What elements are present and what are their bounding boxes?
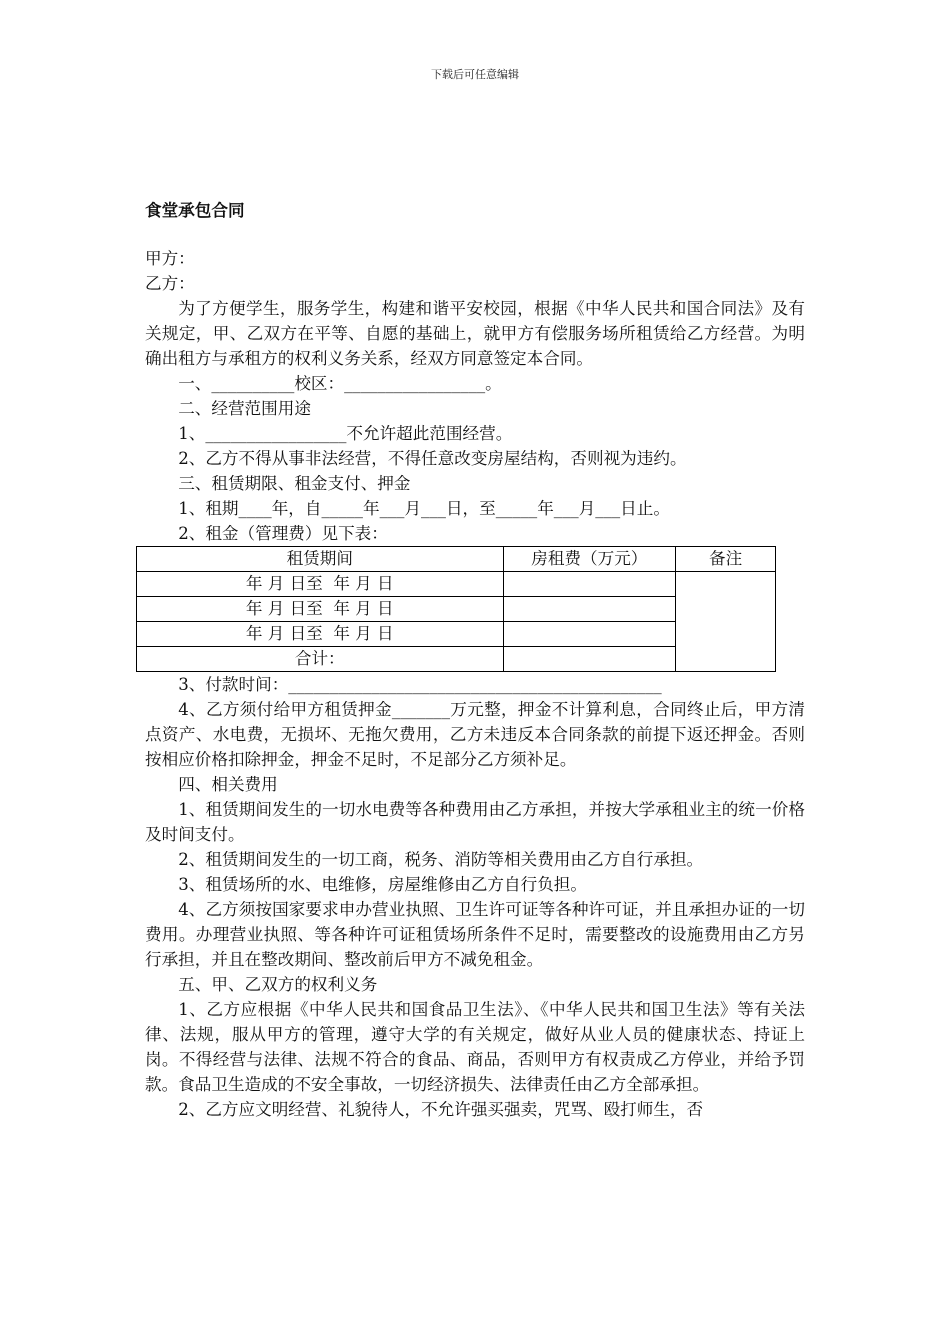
section-3-item-2: 2、租金（管理费）见下表： [178,524,388,543]
section-4-item-4: 4、乙方须按国家要求申办营业执照、卫生许可证等各种许可证，并且承担办证的一切费用。办理营业执照、等各种许可证租赁场所条件不足时，需要整改的设施费用由乙方另行承担，并且在整改期间、整改前后甲方不减免租金。 [145,900,805,969]
table-header-remarks: 备注 [676,547,776,572]
section-5-item-1: 1、乙方应根据《中华人民共和国食品卫生法》、《中华人民共和国卫生法》等有关法律、法规，服从甲方的管理，遵守大学的有关规定，做好从业人员的健康状态、持证上岗。不得经营与法律、法规不符合的食品、商品，否则甲方有权责成乙方停业，并给予罚款。食品卫生造成的不安全事故，一切经济损失、法律责任由乙方全部承担。 [145,1000,805,1094]
table-cell-remarks [676,572,776,672]
table-header-row [137,547,776,572]
section-4-heading: 四、相关费用 [178,775,278,794]
table-cell-rent [503,597,676,622]
section-5-heading: 五、甲、乙双方的权利义务 [178,975,378,994]
table-cell-period: 年 月 日至 年 月 日 [137,597,504,622]
table-cell-period: 年 月 日至 年 月 日 [137,572,504,597]
section-1-campus: 一、__________校区：_________________。 [178,374,502,393]
table-cell-rent [503,572,676,597]
section-4-item-2: 2、租赁期间发生的一切工商，税务、消防等相关费用由乙方自行承担。 [178,850,704,869]
intro-paragraph: 为了方便学生，服务学生，构建和谐平安校园，根据《中华人民共和国合同法》及有关规定，甲、乙双方在平等、自愿的基础上，就甲方有偿服务场所租赁给乙方经营。为明确出租方与承租方的权利义务关系，经双方同意签定本合同。 [145,299,805,368]
section-3-heading: 三、租赁期限、租金支付、押金 [178,474,411,493]
table-total-value [503,647,676,672]
section-3-item-3: 3、付款时间：_____________________________________________ [178,675,662,694]
header-note: 下载后可任意编辑 [431,68,519,81]
table-header-period: 租赁期间 [137,547,504,572]
section-2-heading: 二、经营范围用途 [178,399,311,418]
section-2-item-2: 2、乙方不得从事非法经营，不得任意改变房屋结构，否则视为违约。 [178,449,687,468]
section-4-item-1: 1、租赁期间发生的一切水电费等各种费用由乙方承担，并按大学承租业主的统一价格及时间支付。 [145,800,805,844]
party-b-line: 乙方： [145,274,195,293]
section-2-item-1: 1、_________________不允许超此范围经营。 [178,424,513,443]
section-4-item-3: 3、租赁场所的水、电维修，房屋维修由乙方自行负担。 [178,875,587,894]
contract-document [145,198,805,1122]
party-a-line: 甲方： [145,249,195,268]
table-cell-period: 年 月 日至 年 月 日 [137,622,504,647]
section-3-item-1: 1、租期____年，自_____年___月___日，至_____年___月___日止。 [178,499,670,518]
table-cell-rent [503,622,676,647]
table-header-rent: 房租费（万元） [503,547,676,572]
rent-table [136,546,776,672]
table-row [137,572,776,597]
page-title: 食堂承包合同 [145,200,245,220]
section-5-item-2: 2、乙方应文明经营、礼貌待人，不允许强买强卖，咒骂、殴打师生，否 [178,1100,704,1119]
section-3-item-4: 4、乙方须付给甲方租赁押金_______万元整，押金不计算利息，合同终止后，甲方清点资产、水电费，无损坏、无拖欠费用，乙方未违反本合同条款的前提下返还押金。否则按相应价格扣除押金，押金不足时，不足部分乙方须补足。 [145,700,805,769]
table-total-label: 合计： [137,647,504,672]
